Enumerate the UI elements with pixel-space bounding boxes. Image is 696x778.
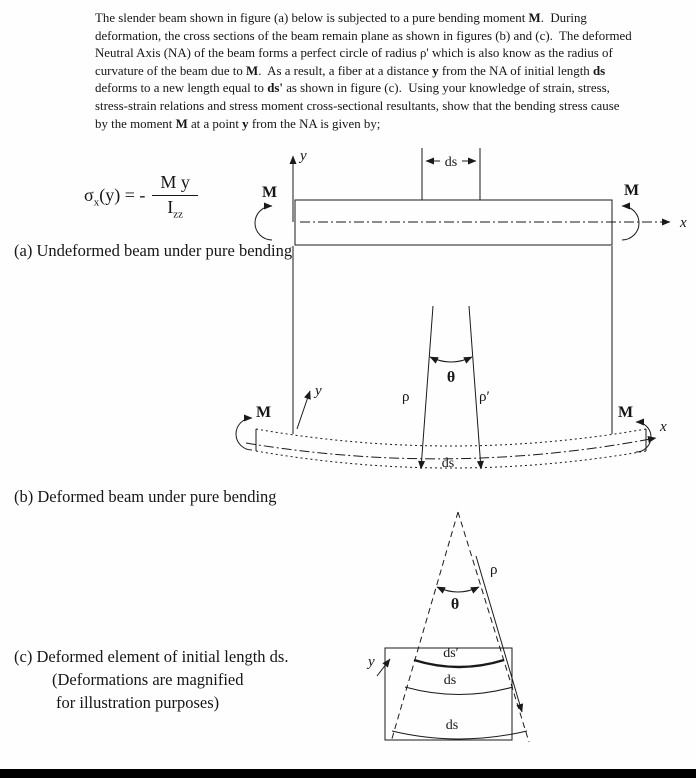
- figure-c-diagram: [366, 512, 529, 742]
- problem-text: The slender beam shown in figure (a) below is subjected to a pure bending moment M. During deformation, the cross sections of the beam remain plane as shown in figures (b) and (c). The deformed Neutral Axis (NA) of the beam forms a perfect circle of radius ρ' which is also know as the radius of curvature of the beam due to M. As a result, a fiber at a distance y from the NA of initial length ds deforms to a new length equal to ds' as shown in figure (c). Using your knowledge of strain, stress, stress-strain relations and stress moment cross-sectional resultants, show that the bending stress cause by the moment M at a point y from the NA is given by;: [95, 11, 632, 131]
- wedge-right-edge: [458, 512, 529, 742]
- fig-a-ds-label: ds: [444, 155, 458, 170]
- fig-b-moment-left-label: M: [256, 404, 272, 421]
- cross-section-line-left: [421, 306, 433, 469]
- fig-c-caption-line1: (c) Deformed element of initial length ds.: [14, 647, 289, 666]
- fig-c-theta-label: θ: [450, 596, 460, 613]
- cross-section-line-right: [469, 306, 481, 469]
- wedge-left-edge: [391, 512, 458, 742]
- fig-b-rho-right-label: ρ′: [479, 389, 490, 405]
- fig-b-moment-right-label: M: [618, 404, 634, 421]
- fig-a-moment-right-label: M: [624, 182, 640, 199]
- fig-a-caption: (a) Undeformed beam under pure bending: [14, 241, 293, 260]
- formula-denominator: $I_{zz}$: [167, 197, 183, 221]
- moment-arc-right: [622, 206, 639, 240]
- figure-b-diagram: [236, 246, 667, 471]
- fig-c-caption-line3: for illustration purposes): [56, 693, 220, 712]
- theta-angle-arc: [430, 357, 472, 362]
- fig-b-x-label: x: [660, 419, 667, 435]
- fig-c-ds-na-label: ds: [443, 673, 457, 688]
- fig-c-ds-bottom-label: ds: [445, 718, 459, 733]
- fig-c-y-label: y: [368, 654, 375, 670]
- rotated-y-axis-arrow: [297, 391, 310, 429]
- fig-b-y-label: y: [315, 383, 322, 399]
- deformed-beam-top-edge: [256, 429, 646, 446]
- moment-arc-right: [636, 422, 651, 452]
- fig-a-y-label: y: [300, 148, 307, 164]
- page-bottom-bar: [0, 769, 696, 778]
- fig-c-rho-label: ρ: [490, 562, 498, 578]
- formula-numerator: M y: [160, 172, 190, 192]
- fig-a-x-label: x: [680, 215, 687, 231]
- theta-angle-arc: [437, 587, 479, 592]
- neutral-axis-arc: [405, 687, 513, 695]
- fig-b-caption: (b) Deformed beam under pure bending: [14, 487, 277, 506]
- fig-b-rho-left-label: ρ: [402, 389, 410, 405]
- rho-radius-arrow: [476, 556, 522, 712]
- fig-c-ds-prime-label: ds′: [443, 646, 459, 661]
- formula-lhs: $\sigma_x(y)$ = -: [84, 184, 146, 209]
- fig-b-theta-label: θ: [446, 369, 456, 386]
- y-offset-arrow: [377, 659, 390, 676]
- figure-a-diagram: [255, 148, 687, 245]
- fig-b-ds-label: ds: [441, 456, 455, 471]
- bottom-fiber-arc: [392, 731, 527, 739]
- ds-prime-fiber-arc: [414, 660, 504, 667]
- moment-arc-left: [236, 418, 252, 450]
- moment-arc-left: [255, 206, 272, 240]
- fig-c-caption-line2: (Deformations are magnified: [52, 670, 244, 689]
- fig-a-moment-left-label: M: [262, 184, 278, 201]
